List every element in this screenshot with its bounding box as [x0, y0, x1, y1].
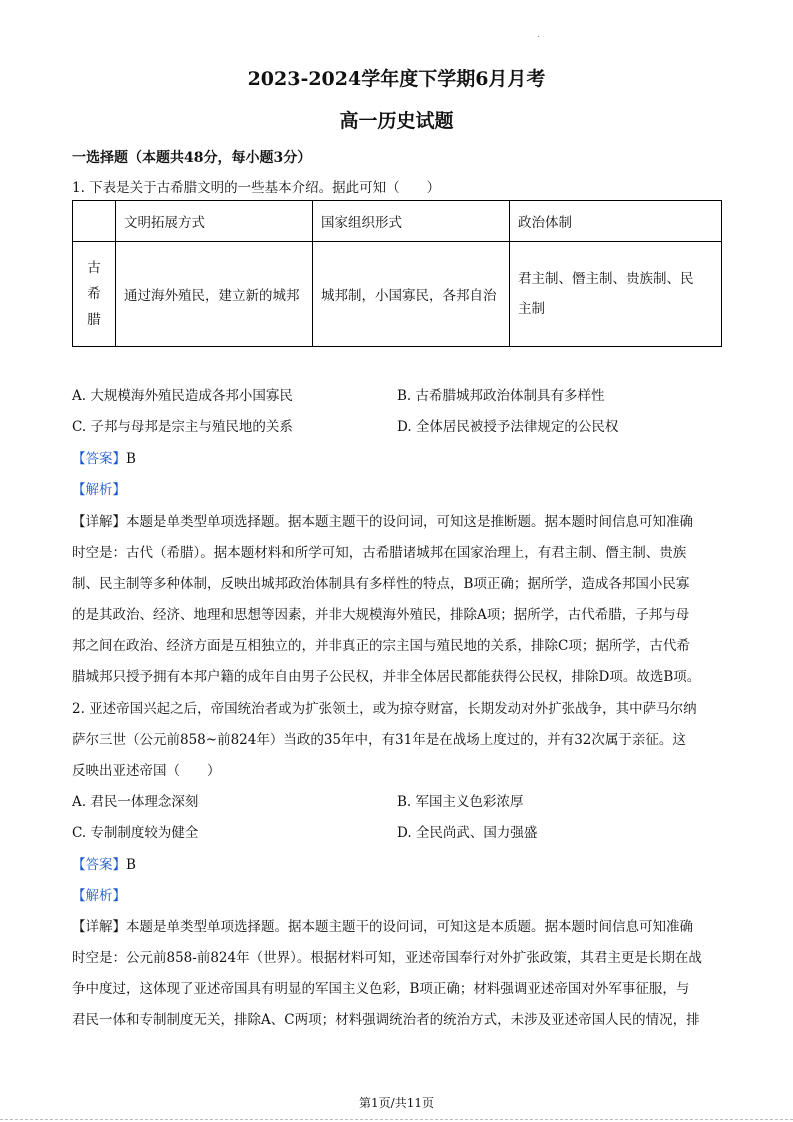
table-row-label: 古 希 腊: [73, 242, 116, 347]
exam-title: 2023-2024学年度下学期6月月考: [247, 68, 546, 90]
q1-table: [72, 200, 722, 347]
q2-stem-line-1: 2. 亚述帝国兴起之后，帝国统治者或为扩张领土，或为掠夺财富，长期发动对外扩张战争，其中萨马尔纳: [72, 701, 697, 717]
corner-dot: .: [537, 30, 540, 39]
exam-subtitle: 高一历史试题: [339, 110, 454, 132]
q1-detail-line-4: 的是其政治、经济、地理和思想等因素，并非大规模海外殖民，排除A项；据所学，古代希腊，子邦与母: [72, 607, 690, 623]
q1-detail-line-2: 时空是：古代（希腊）。据本题材料和所学可知，古希腊诸城邦在国家治理上，有君主制、僭主制、贵族: [72, 545, 687, 561]
table-header-empty: [73, 201, 116, 242]
q1-option-d: D. 全体居民被授予法律规定的公民权: [397, 419, 619, 435]
page-number: 第1页/共11页: [359, 1096, 434, 1110]
table-cell-organization: 城邦制，小国寡民，各邦自治: [313, 242, 510, 347]
q2-detail-line-3: 争中度过，这体现了亚述帝国具有明显的军国主义色彩，B项正确；材料强调亚述帝国对外军事征服，与: [72, 981, 690, 997]
table-row: [73, 242, 722, 347]
footer-divider: [0, 1119, 793, 1120]
table-header-row: [73, 201, 722, 242]
q2-option-c: C. 专制制度较为健全: [72, 825, 199, 841]
q2-analysis-tag: 【解析】: [72, 888, 126, 904]
q1-detail-line-5: 邦之间在政治、经济方面是互相独立的，并非真正的宗主国与殖民地的关系，排除C项；据所学，古代希: [72, 638, 690, 654]
q1-option-c: C. 子邦与母邦是宗主与殖民地的关系: [72, 419, 293, 435]
q1-option-a: A. 大规模海外殖民造成各邦小国寡民: [72, 388, 293, 404]
q2-option-d: D. 全民尚武、国力强盛: [397, 825, 538, 841]
q1-answer: 【答案】B: [72, 451, 136, 467]
q1-detail-line-1: 【详解】本题是单类型单项选择题。据本题主题干的设问词，可知这是推断题。据本题时间信息可知准确: [72, 514, 693, 530]
section-title: 一选择题（本题共48分，每小题3分）: [72, 150, 312, 166]
table-header-polity: 政治体制: [510, 201, 722, 242]
q1-stem: 1. 下表是关于古希腊文明的一些基本介绍。据此可知（ ）: [72, 180, 441, 196]
q2-stem-line-3: 反映出亚述帝国（ ）: [72, 763, 221, 779]
q2-option-b: B. 军国主义色彩浓厚: [397, 794, 524, 810]
table-header-expansion: 文明拓展方式: [116, 201, 313, 242]
q2-answer: 【答案】B: [72, 857, 136, 873]
q1-detail-line-6: 腊城邦只授予拥有本邦户籍的成年自由男子公民权，并非全体居民都能获得公民权，排除D项。故选B项。: [72, 669, 701, 685]
table-cell-expansion: 通过海外殖民，建立新的城邦: [116, 242, 313, 347]
q1-detail-line-3: 制、民主制等多种体制，反映出城邦政治体制具有多样性的特点，B项正确；据所学，造成各邦国小民寡: [72, 576, 690, 592]
q2-detail-line-1: 【详解】本题是单类型单项选择题。据本题主题干的设问词，可知这是本质题。据本题时间信息可知准确: [72, 919, 693, 935]
table-cell-polity: 君主制、僭主制、贵族制、民 主制: [510, 242, 722, 347]
q1-option-b: B. 古希腊城邦政治体制具有多样性: [397, 388, 605, 404]
q2-detail-line-2: 时空是：公元前858-前824年（世界）。根据材料可知，亚述帝国奉行对外扩张政策，其君主更是长期在战: [72, 950, 702, 966]
table-header-organization: 国家组织形式: [313, 201, 510, 242]
q2-stem-line-2: 萨尔三世（公元前858~前824年）当政的35年中，有31年是在战场上度过的，并有32次属于亲征。这: [72, 732, 686, 748]
q2-detail-line-4: 君民一体和专制制度无关，排除A、C两项；材料强调统治者的统治方式，未涉及亚述帝国人民的情况，排: [72, 1012, 700, 1028]
q1-analysis-tag: 【解析】: [72, 482, 126, 498]
q2-option-a: A. 君民一体理念深刻: [72, 794, 199, 810]
